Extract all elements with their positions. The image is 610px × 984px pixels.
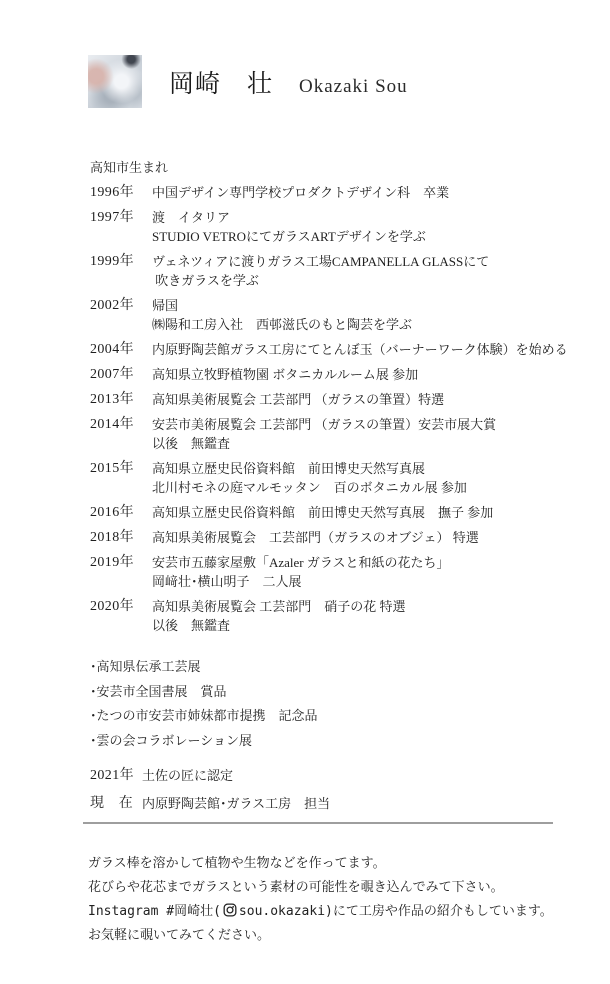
timeline-text bbox=[152, 528, 582, 547]
exhibition-item: ･雲の会コラボレーション展 bbox=[90, 732, 252, 748]
timeline-text bbox=[152, 415, 582, 453]
exhibition-item: ･たつの市安芸市姉妹都市提携 記念品 bbox=[90, 708, 318, 723]
timeline-text bbox=[152, 459, 582, 497]
timeline-year: 2019年 bbox=[90, 555, 134, 570]
timeline-year: 2020年 bbox=[90, 599, 134, 614]
timeline-line: 土佐の匠に認定 bbox=[142, 767, 234, 783]
footer-line-instagram bbox=[88, 900, 586, 924]
timeline-entry bbox=[90, 365, 582, 384]
exhibition-item: ･安芸市全国書展 賞品 bbox=[90, 683, 227, 699]
timeline-line: 高知県立歴史民俗資料館 前田博史天然写真展 bbox=[152, 461, 426, 476]
recognition-text bbox=[142, 766, 582, 785]
timeline-year: 1999年 bbox=[90, 254, 134, 269]
recognition-text bbox=[142, 794, 582, 813]
timeline-line: 安芸市美術展覧会 工芸部門 （ガラスの筆置）安芸市展大賞 bbox=[152, 417, 497, 432]
timeline-year: 1997年 bbox=[90, 210, 134, 225]
timeline-line: 吹きガラスを学ぶ bbox=[152, 273, 259, 288]
recognition-year: 現 在 bbox=[90, 795, 134, 811]
timeline-text bbox=[152, 553, 582, 591]
timeline-entry bbox=[90, 340, 582, 359]
timeline-year: 2004年 bbox=[90, 342, 134, 357]
exhibition-item: ･高知県伝承工芸展 bbox=[90, 659, 201, 674]
recognition-entry bbox=[90, 794, 582, 813]
timeline-year: 2014年 bbox=[90, 417, 134, 432]
birthplace-line: 高知市生まれ bbox=[90, 160, 169, 175]
timeline-entry bbox=[90, 183, 582, 202]
timeline-entry bbox=[90, 597, 582, 635]
timeline-entry bbox=[90, 459, 582, 497]
timeline-line: 高知県立歴史民俗資料館 前田博史天然写真展 撫子 参加 bbox=[152, 505, 494, 520]
timeline-line: 中国デザイン専門学校プロダクトデザイン科 卒業 bbox=[152, 185, 450, 200]
career-timeline bbox=[90, 183, 582, 635]
timeline-year: 2013年 bbox=[90, 392, 134, 407]
recognition-list bbox=[90, 766, 582, 813]
timeline-text bbox=[152, 597, 582, 635]
timeline-text bbox=[152, 365, 582, 384]
timeline-entry bbox=[90, 252, 582, 290]
timeline-line: ヴェネツィアに渡りガラス工場CAMPANELLA GLASSにて bbox=[152, 254, 490, 269]
timeline-line: ㈱陽和工房入社 西邨滋氏のもと陶芸を学ぶ bbox=[152, 317, 413, 332]
timeline-year: 1996年 bbox=[90, 185, 134, 200]
timeline-year: 2007年 bbox=[90, 367, 134, 382]
timeline-line: 高知県立牧野植物園 ボタニカルルーム展 参加 bbox=[152, 367, 419, 382]
timeline-text bbox=[152, 208, 582, 246]
artist-names bbox=[169, 64, 408, 100]
timeline-line: STUDIO VETROにてガラスARTデザインを学ぶ bbox=[152, 229, 426, 244]
timeline-entry bbox=[90, 390, 582, 409]
instagram-icon bbox=[223, 903, 237, 917]
artist-name-japanese: 岡崎 壮 bbox=[169, 70, 274, 98]
timeline-entry bbox=[90, 503, 582, 522]
timeline-line: 高知県美術展覧会 工芸部門 硝子の花 特選 bbox=[152, 599, 406, 614]
recognition-entry bbox=[90, 766, 582, 785]
footer-line-4: お気軽に覗いてみてください。 bbox=[88, 927, 271, 943]
glass-artwork-photo bbox=[88, 55, 142, 108]
timeline-line: 以後 無鑑査 bbox=[152, 618, 231, 633]
timeline-entry bbox=[90, 208, 582, 246]
timeline-year: 2015年 bbox=[90, 461, 134, 476]
footer-instagram-text-after: sou.okazaki)にて工房や作品の紹介もしています。 bbox=[238, 903, 553, 919]
timeline-text bbox=[152, 390, 582, 409]
timeline-year: 2018年 bbox=[90, 530, 134, 545]
timeline-year: 2002年 bbox=[90, 298, 134, 313]
timeline-text bbox=[152, 183, 582, 202]
timeline-line: 高知県美術展覧会 工芸部門（ガラスのオブジェ） 特選 bbox=[152, 530, 479, 545]
footer-instagram-text-before: Instagram #岡崎壮( bbox=[88, 903, 221, 919]
section-divider bbox=[83, 822, 553, 824]
timeline-entry bbox=[90, 528, 582, 547]
timeline-line: 安芸市五藤家屋敷「Azaler ガラスと和紙の花たち」 bbox=[152, 555, 450, 570]
timeline-text bbox=[152, 340, 582, 359]
timeline-year: 2016年 bbox=[90, 505, 134, 520]
timeline-line: 北川村モネの庭マルモッタン 百のボタニカル展 参加 bbox=[152, 480, 467, 495]
artist-name-romanized: Okazaki Sou bbox=[299, 75, 408, 97]
timeline-text bbox=[152, 503, 582, 522]
footer-line-1: ガラス棒を溶かして植物や生物などを作ってます。 bbox=[88, 855, 386, 871]
header bbox=[0, 0, 610, 108]
timeline-entry bbox=[90, 415, 582, 453]
timeline-entry bbox=[90, 296, 582, 334]
timeline-entry bbox=[90, 553, 582, 591]
exhibition-list bbox=[90, 657, 582, 750]
timeline-text bbox=[152, 296, 582, 334]
timeline-line: 渡 イタリア bbox=[152, 210, 231, 225]
timeline-line: 高知県美術展覧会 工芸部門 （ガラスの筆置）特選 bbox=[152, 392, 445, 407]
footer-line-2: 花びらや花芯までガラスという素材の可能性を覗き込んでみて下さい。 bbox=[88, 879, 504, 895]
timeline-line: 帰国 bbox=[152, 298, 179, 313]
timeline-line: 以後 無鑑査 bbox=[152, 436, 231, 451]
recognition-year: 2021年 bbox=[90, 767, 134, 783]
footer-message bbox=[88, 852, 586, 948]
timeline-text bbox=[152, 252, 582, 290]
timeline-line: 岡﨑壮･横山明子 二人展 bbox=[152, 574, 302, 589]
biography bbox=[90, 158, 582, 813]
timeline-line: 内原野陶芸館･ガラス工房 担当 bbox=[142, 795, 331, 811]
timeline-line: 内原野陶芸館ガラス工房にてとんぼ玉（バーナーワーク体験）を始める bbox=[152, 342, 568, 357]
